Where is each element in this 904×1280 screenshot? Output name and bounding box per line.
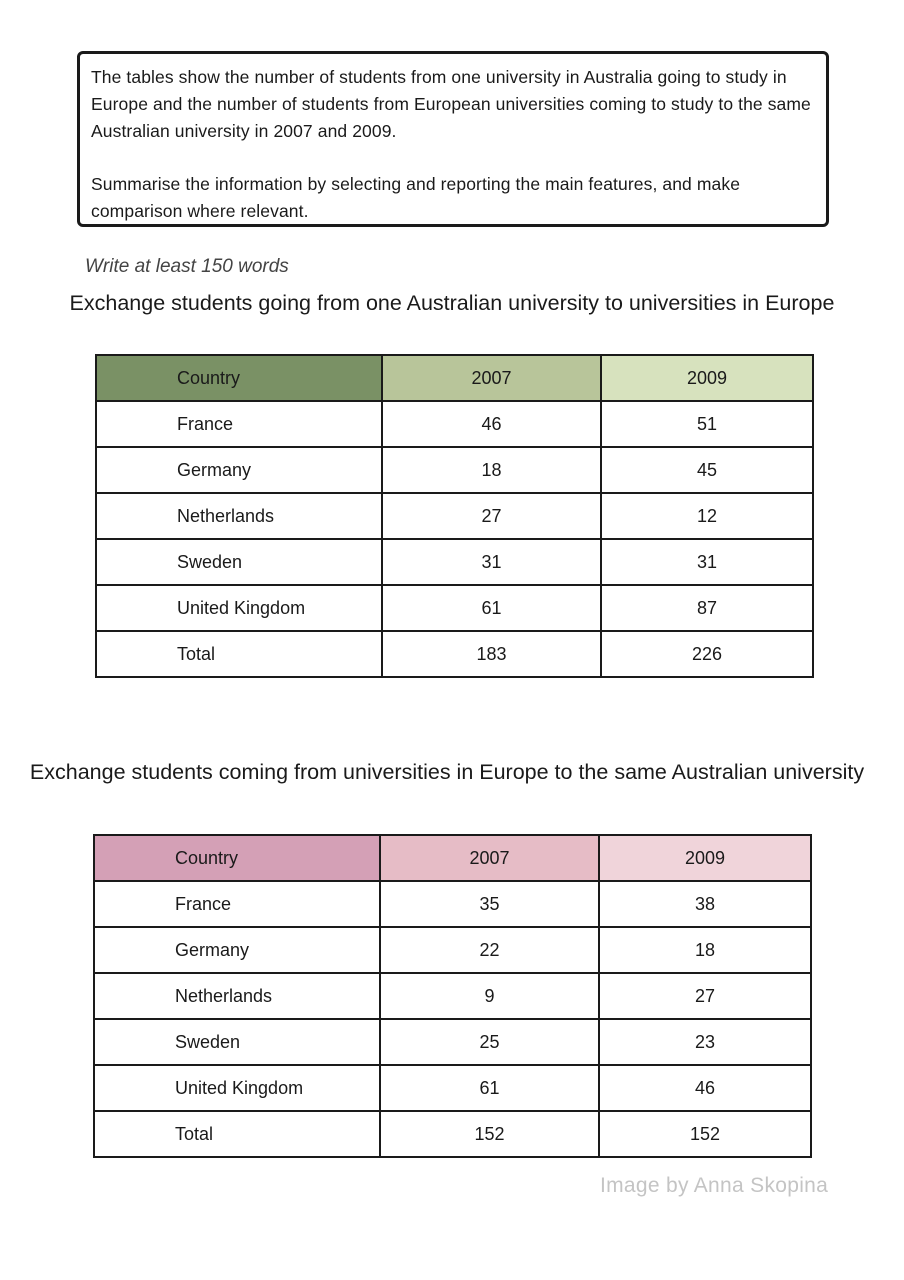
task-prompt-box <box>77 51 829 227</box>
value-2007-cell: 61 <box>380 1065 599 1111</box>
value-2009-cell: 31 <box>601 539 813 585</box>
country-cell: Sweden <box>96 539 382 585</box>
value-2007-cell: 22 <box>380 927 599 973</box>
incoming-table-title: Exchange students coming from universities in Europe to the same Australian university <box>29 760 865 784</box>
word-count-instruction: Write at least 150 words <box>85 256 289 277</box>
value-2009-cell: 18 <box>599 927 811 973</box>
value-2009-cell: 38 <box>599 881 811 927</box>
value-2007-cell: 25 <box>380 1019 599 1065</box>
country-cell: Sweden <box>94 1019 380 1065</box>
value-2009-cell: 226 <box>601 631 813 677</box>
header-2007: 2007 <box>380 835 599 881</box>
table-row <box>96 447 813 493</box>
table-total-row <box>94 1111 811 1157</box>
value-2007-cell: 9 <box>380 973 599 1019</box>
table-total-row <box>96 631 813 677</box>
value-2009-cell: 27 <box>599 973 811 1019</box>
country-cell: Netherlands <box>96 493 382 539</box>
country-cell: United Kingdom <box>96 585 382 631</box>
table-row <box>96 493 813 539</box>
value-2007-cell: 35 <box>380 881 599 927</box>
table-row <box>94 881 811 927</box>
value-2007-cell: 152 <box>380 1111 599 1157</box>
value-2009-cell: 87 <box>601 585 813 631</box>
outgoing-table-title: Exchange students going from one Australian university to universities in Europe <box>69 291 835 315</box>
value-2007-cell: 61 <box>382 585 601 631</box>
table-header-row <box>96 355 813 401</box>
table-row <box>94 973 811 1019</box>
table-row <box>96 401 813 447</box>
country-cell: Germany <box>96 447 382 493</box>
country-cell: Total <box>94 1111 380 1157</box>
value-2007-cell: 18 <box>382 447 601 493</box>
value-2007-cell: 27 <box>382 493 601 539</box>
header-country: Country <box>94 835 380 881</box>
table-row <box>94 1065 811 1111</box>
outgoing-students-table <box>95 354 814 678</box>
country-cell: Total <box>96 631 382 677</box>
country-cell: Netherlands <box>94 973 380 1019</box>
task-paragraph-2: Summarise the information by selecting and reporting the main features, and make comparison where relevant. <box>91 174 741 221</box>
country-cell: United Kingdom <box>94 1065 380 1111</box>
header-2007: 2007 <box>382 355 601 401</box>
value-2009-cell: 51 <box>601 401 813 447</box>
value-2009-cell: 23 <box>599 1019 811 1065</box>
value-2009-cell: 152 <box>599 1111 811 1157</box>
table-row <box>96 585 813 631</box>
incoming-students-table <box>93 834 812 1158</box>
table-row <box>94 1019 811 1065</box>
header-2009: 2009 <box>601 355 813 401</box>
value-2007-cell: 31 <box>382 539 601 585</box>
country-cell: Germany <box>94 927 380 973</box>
header-2009: 2009 <box>599 835 811 881</box>
header-country: Country <box>96 355 382 401</box>
image-credit: Image by Anna Skopina <box>600 1174 829 1197</box>
country-cell: France <box>96 401 382 447</box>
value-2009-cell: 45 <box>601 447 813 493</box>
value-2009-cell: 12 <box>601 493 813 539</box>
table-row <box>96 539 813 585</box>
table-header-row <box>94 835 811 881</box>
country-cell: France <box>94 881 380 927</box>
value-2009-cell: 46 <box>599 1065 811 1111</box>
value-2007-cell: 46 <box>382 401 601 447</box>
value-2007-cell: 183 <box>382 631 601 677</box>
table-row <box>94 927 811 973</box>
task-paragraph-1: The tables show the number of students from one university in Australia going to study in Europe and the number of students from European universities coming to study to the same Australian university in 2007 and 2009. <box>91 67 811 141</box>
